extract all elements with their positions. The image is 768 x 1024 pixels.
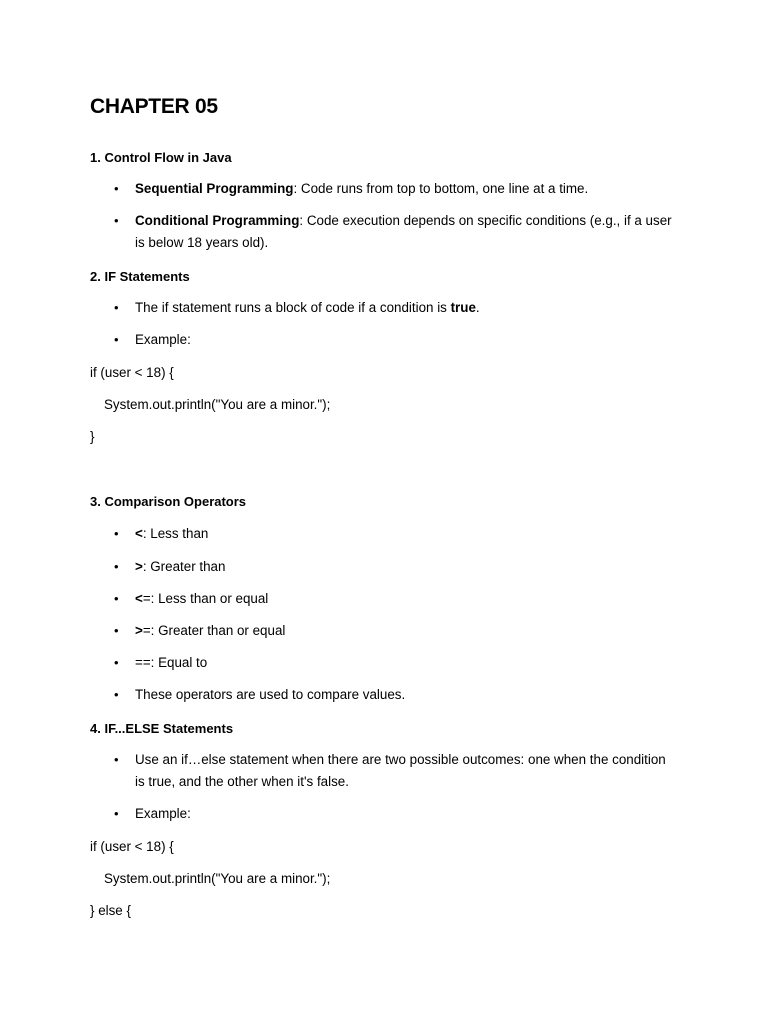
bullet-icon: • (114, 300, 119, 315)
term: Conditional Programming (135, 213, 300, 228)
section-heading-if-else-statements: 4. IF...ELSE Statements (90, 721, 234, 736)
bullet-icon: • (114, 559, 119, 574)
list-item: • Example: (114, 803, 674, 825)
section-heading-comparison-operators: 3. Comparison Operators (90, 494, 247, 509)
bullet-icon: • (114, 623, 119, 638)
list-item: • <=: Less than or equal (114, 588, 674, 610)
list-item: • Example: (114, 329, 674, 351)
bullet-icon: • (114, 332, 119, 347)
bullet-icon: • (114, 526, 119, 541)
chapter-title: CHAPTER 05 (90, 95, 218, 118)
list-item: • The if statement runs a block of code if a condition is true. (114, 297, 674, 319)
code-line: } else { (90, 903, 131, 918)
bullet-icon: • (114, 655, 119, 670)
bullet-icon: • (114, 213, 119, 228)
code-line: if (user < 18) { (90, 839, 174, 854)
list-item: • These operators are used to compare values. (114, 684, 674, 706)
bullet-icon: • (114, 752, 119, 767)
bullet-icon: • (114, 806, 119, 821)
code-line: } (90, 429, 95, 444)
list-item: • Conditional Programming: Code execution depends on specific conditions (e.g., if a user is below 18 years old). (114, 210, 674, 254)
code-line: System.out.println("You are a minor."); (104, 871, 331, 886)
list-item: • ==: Equal to (114, 652, 674, 674)
bullet-icon: • (114, 181, 119, 196)
list-item: • <: Less than (114, 523, 674, 545)
list-item: • >: Greater than (114, 556, 674, 578)
term: Sequential Programming (135, 181, 294, 196)
section-heading-control-flow: 1. Control Flow in Java (90, 150, 232, 165)
code-line: if (user < 18) { (90, 365, 174, 380)
list-item: • Use an if…else statement when there are two possible outcomes: one when the condition is true, and the other when it's false. (114, 749, 674, 793)
list-item: • Sequential Programming: Code runs from top to bottom, one line at a time. (114, 178, 674, 200)
bullet-icon: • (114, 591, 119, 606)
bullet-icon: • (114, 687, 119, 702)
list-item: • >=: Greater than or equal (114, 620, 674, 642)
section-heading-if-statements: 2. IF Statements (90, 269, 190, 284)
code-line: System.out.println("You are a minor."); (104, 397, 331, 412)
